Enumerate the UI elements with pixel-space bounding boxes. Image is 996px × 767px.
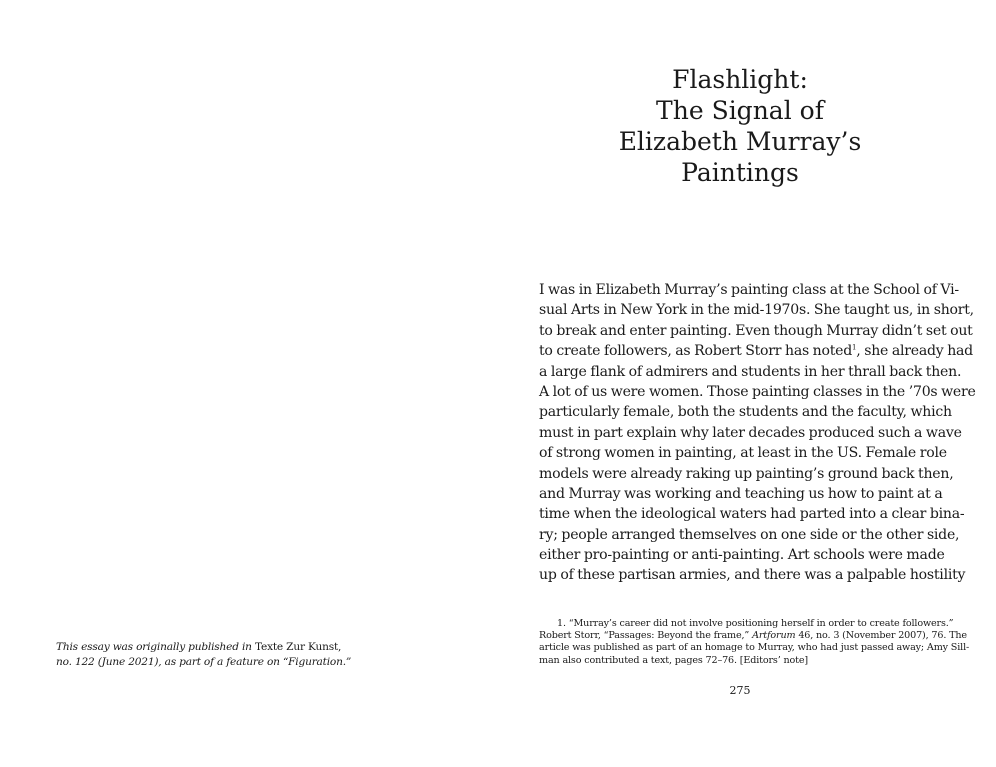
body-line: of strong women in painting, at least in the US. Female role: [539, 445, 947, 462]
body-line: A lot of us were women. Those painting classes in the ’70s were: [539, 383, 976, 400]
footnote: [539, 618, 970, 667]
publication-note: [56, 640, 356, 669]
body-line: to break and enter painting. Even though Murray didn’t set out: [539, 322, 973, 339]
publication-note-line-2: no. 122 (June 2021), as part of a feature on “Figuration.”: [56, 655, 352, 668]
body-line: up of these partisan armies, and there was a palpable hostility: [539, 567, 966, 584]
essay-title: [590, 64, 890, 188]
right-page: [498, 0, 996, 767]
footnote-line: 1. “Murray’s career did not involve positioning herself in order to create followers.”: [557, 618, 954, 629]
body-line: a large flank of admirers and students in her thrall back then.: [539, 363, 962, 380]
body-line: ry; people arranged themselves on one side or the other side,: [539, 526, 960, 543]
footnote-line: man also contributed a text, pages 72–76. [Editors’ note]: [539, 654, 808, 666]
body-line: sual Arts in New York in the mid-1970s. She taught us, in short,: [539, 302, 974, 319]
footnote-line: article was published as part of an homage to Murray, who had just passed away; Amy Sill-: [539, 642, 970, 654]
body-line: I was in Elizabeth Murray’s painting class at the School of Vi-: [539, 282, 959, 298]
footnote-marker[interactable]: 1: [852, 343, 857, 352]
page-number: 275: [729, 684, 751, 697]
title-line: The Signal of: [656, 96, 824, 125]
publication-note-line-1: This essay was originally published in Texte Zur Kunst,: [56, 641, 342, 653]
body-line: either pro-painting or anti-painting. Art schools were made: [539, 547, 945, 564]
footnote-line: Robert Storr, “Passages: Beyond the frame,” Artforum 46, no. 3 (November 2007), 76. The: [539, 630, 967, 642]
essay-body: [539, 280, 976, 586]
body-line: time when the ideological waters had parted into a clear bina-: [539, 506, 965, 523]
title-line: Paintings: [681, 158, 799, 187]
body-line: to create followers, as Robert Storr has noted$^1$, she already had: [539, 343, 973, 360]
body-line: and Murray was working and teaching us how to paint at a: [539, 485, 943, 502]
title-line: Elizabeth Murray’s: [618, 127, 862, 156]
body-line: must in part explain why later decades produced such a wave: [539, 424, 962, 441]
body-line: models were already raking up painting’s ground back then,: [539, 465, 954, 482]
title-line: Flashlight:: [672, 65, 808, 94]
body-line: particularly female, both the students and the faculty, which: [539, 404, 952, 421]
